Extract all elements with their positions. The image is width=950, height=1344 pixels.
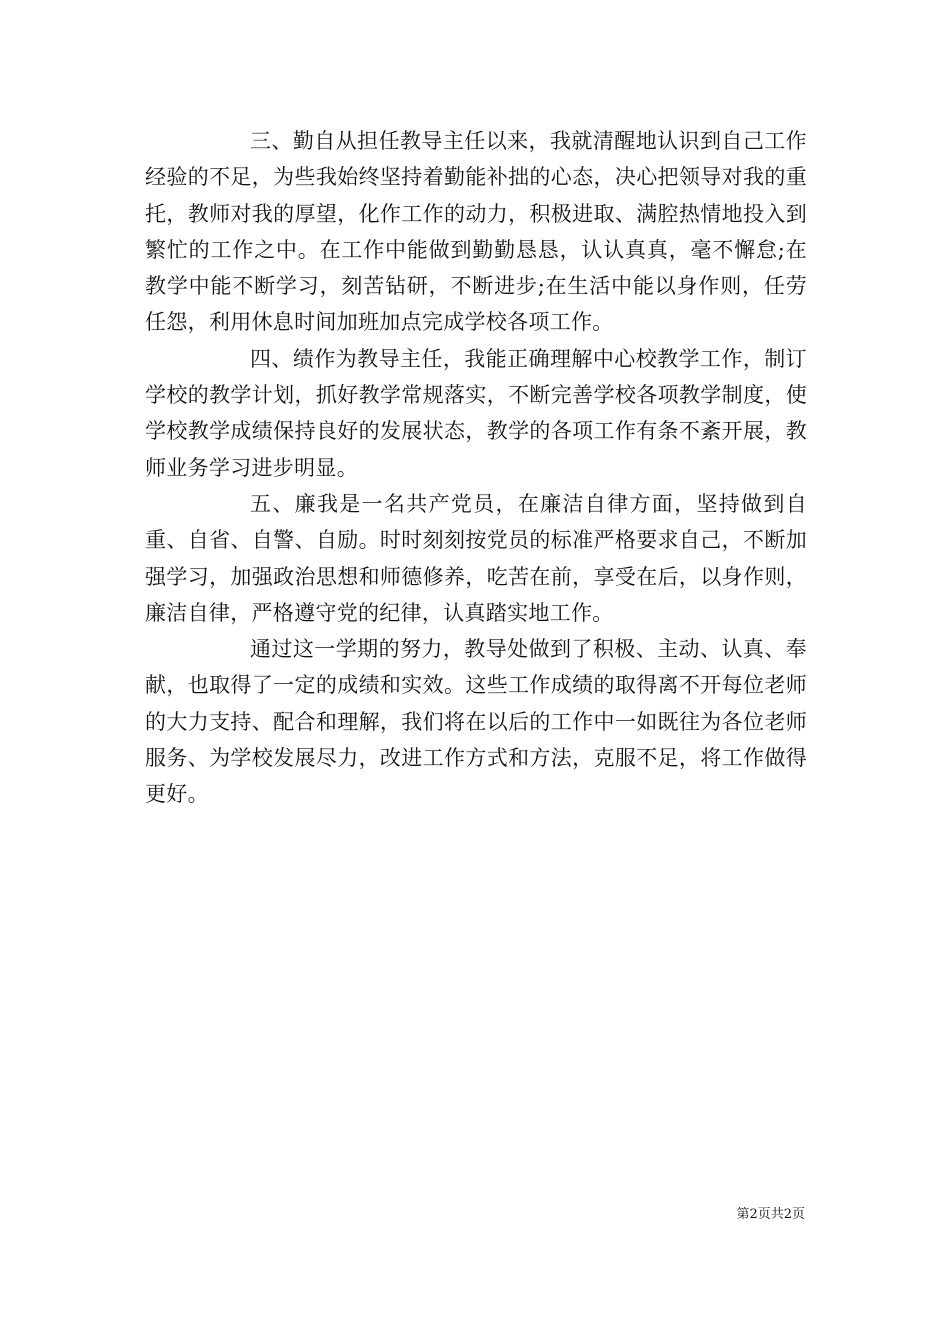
paragraph-diligence: 三、勤自从担任教导主任以来，我就清醒地认识到自己工作经验的不足，为些我始终坚持着勤能补拙的心态，决心把领导对我的重托，教师对我的厚望，化作工作的动力，积极进取、满腔热情地投入到繁忙的工作之中。在工作中能做到勤勤恳恳，认认真真，毫不懈怠;在教学中能不断学习，刻苦钻研，不断进步;在生活中能以身作则，任劳任怨，利用休息时间加班加点完成学校各项工作。: [145, 129, 807, 335]
page-number-label: 第2页共2页: [736, 1207, 805, 1222]
paragraph-conclusion: 通过这一学期的努力，教导处做到了积极、主动、认真、奉献，也取得了一定的成绩和实效。这些工作成绩的取得离不开每位老师的大力支持、配合和理解，我们将在以后的工作中一如既往为各位老师服务、为学校发展尽力，改进工作方式和方法，克服不足，将工作做得更好。: [145, 637, 807, 807]
paragraph-achievement: 四、绩作为教导主任，我能正确理解中心校教学工作，制订学校的教学计划，抓好教学常规落实，不断完善学校各项教学制度，使学校教学成绩保持良好的发展状态，教学的各项工作有条不紊开展，教师业务学习进步明显。: [145, 346, 807, 480]
document-body: [145, 123, 807, 813]
page-number-footer: [0, 1207, 805, 1223]
paragraph-integrity: 五、廉我是一名共产党员，在廉洁自律方面，坚持做到自重、自省、自警、自励。时时刻刻按党员的标准严格要求自己，不断加强学习，加强政治思想和师德修养，吃苦在前，享受在后，以身作则，廉洁自律，严格遵守党的纪律，认真踏实地工作。: [145, 491, 807, 625]
